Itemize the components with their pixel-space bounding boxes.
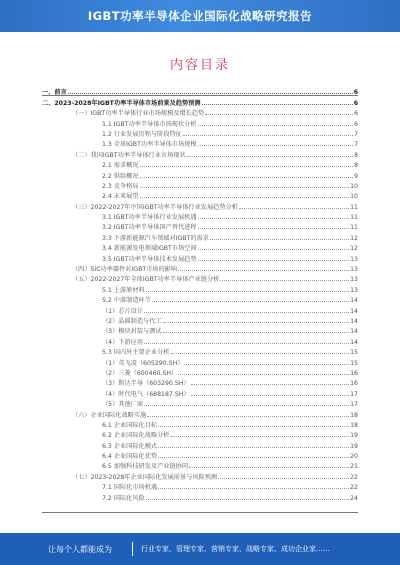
toc-leader-dots [191,395,350,396]
toc-entry-text: 2.2 供给概况 [102,172,139,180]
toc-leader-dots [140,197,350,198]
footer-brand: 让每个人都能成为 [48,544,112,554]
toc-entry-text: 二、2023-2028年IGBT功率半导体市场前景及趋势预测 [42,99,201,107]
toc-entry[interactable] [42,221,358,231]
toc-entry[interactable] [42,325,358,335]
toc-entry-text: （五）2022-2027年全球IGBT功率半导体产业链分析 [72,276,220,284]
toc-page-number: 14 [350,317,358,325]
toc-leader-dots [198,260,350,261]
toc-leader-dots [184,364,349,365]
toc-entry-text: （4）下游应用 [102,338,144,346]
toc-entry[interactable] [42,107,358,117]
toc-leader-dots [198,218,350,219]
toc-leader-dots [171,353,350,354]
report-header [0,0,400,32]
toc-entry[interactable] [42,450,358,460]
toc-entry[interactable] [42,367,358,377]
toc-entry-text: 5.3 国内外主要企业分析 [102,349,170,357]
toc-leader-dots [171,436,350,437]
toc-entry-text: 3.1 IGBT功率半导体行业发展机遇 [102,214,197,222]
toc-leader-dots [210,239,349,240]
toc-entry-text: （1）英飞凌（605290.SH） [102,359,184,367]
toc-leader-dots [198,125,354,126]
toc-entry-text: 6.1 企业国际化目标 [102,421,158,429]
toc-page-number: 22 [350,484,358,492]
toc-leader-dots [158,457,349,458]
toc-page-number: 14 [350,297,358,305]
toc-page-number: 10 [350,193,358,201]
footer-banner [0,533,400,565]
toc-leader-dots [202,104,353,105]
toc-page-number: 14 [350,338,358,346]
toc-entry[interactable] [42,159,358,169]
toc-page-number: 20 [350,453,358,461]
toc-page-number: 7 [354,141,358,149]
toc-leader-dots [189,467,349,468]
footer-slogan: 行业专家、管理专家、营销专家、战略专家、成功企业家…… [141,545,330,553]
toc-bottom-rule [42,512,358,513]
toc-entry[interactable] [42,148,358,158]
toc-page-number: 11 [350,203,358,211]
toc-entry-text: （三）2022-2027年中国IGBT功率半导体行业发展趋势分析 [72,203,238,211]
toc-leader-dots [163,332,350,333]
toc-leader-dots [178,270,349,271]
toc-page-number: 17 [350,390,358,398]
toc-page-number: 8 [354,151,358,159]
toc-entry[interactable] [42,190,358,200]
toc-entry-text: （5）其他厂商 [102,401,144,409]
toc-page-number: 12 [350,245,358,253]
toc-leader-dots [191,384,350,385]
toc-entry[interactable] [42,211,358,221]
toc-page-number: 13 [350,266,358,274]
toc-leader-dots [68,93,353,94]
toc-entry[interactable] [42,128,358,138]
toc-page-number: 19 [350,432,358,440]
toc-entry[interactable] [42,273,358,283]
toc-entry-text: （4）时代电气（688187.SH） [102,390,190,398]
toc-leader-dots [158,426,349,427]
toc-entry-text: 3.2 IGBT功率半导体国产替代进程 [102,224,197,232]
toc-entry-text: 6.2 企业国际化战略分析 [102,432,170,440]
toc-leader-dots [158,447,349,448]
toc-entry[interactable] [42,252,358,262]
toc-entry-text: 1.3 全球IGBT功率半导体市场规模 [102,141,197,149]
toc-page-number: 14 [350,328,358,336]
toc-entry[interactable] [42,439,358,449]
toc-entry-text: 3.4 新能源发电领域IGBT市场空间 [102,245,197,253]
toc-leader-dots [163,322,350,323]
toc-entry[interactable] [42,242,358,252]
toc-entry[interactable] [42,356,358,366]
toc-entry-text: 7.2 国际化风险 [102,494,145,502]
toc-entry[interactable] [42,200,358,210]
toc-entry-text: （3）斯达半导（603290.SH） [102,380,190,388]
toc-page-number: 6 [353,89,358,97]
toc-leader-dots [140,177,354,178]
report-title: IGBT功率半导体企业国际化战略研究报告 [87,9,313,23]
toc-leader-dots [220,280,349,281]
toc-entry-text: 2.4 未来展望 [102,193,139,201]
toc-entry-text: （一）IGBT功率半导体行业市场规模及增长趋势 [72,110,205,118]
toc-page-number: 11 [350,224,358,232]
toc-leader-dots [198,228,350,229]
toc-entry[interactable] [42,470,358,480]
toc-entry[interactable] [42,263,358,273]
toc-leader-dots [140,187,350,188]
toc-entry-text: 2.1 需求概况 [102,162,139,170]
toc-page-number: 12 [350,234,358,242]
toc-entry-text: （二）我国IGBT功率半导体行业市场现状 [72,151,186,159]
toc-leader-dots [187,156,353,157]
toc-entry-text: 1.2 行业发展历程与阶段特征 [102,130,182,138]
toc-page-number: 13 [350,286,358,294]
toc-page-number: 9 [354,172,358,180]
toc-leader-dots [144,312,349,313]
toc-page-number: 21 [350,463,358,471]
toc-page-number: 16 [350,369,358,377]
toc-entry[interactable] [42,231,358,241]
toc-entry-text: （1）芯片设计 [102,307,144,315]
toc-page-number: 15 [350,359,358,367]
toc-entry-text: （2）三菱（600460.SH） [102,369,178,377]
toc-entry[interactable] [42,294,358,304]
toc-leader-dots [218,478,349,479]
toc-entry[interactable] [42,315,358,325]
toc-page-number: 24 [350,494,358,502]
toc-leader-dots [198,249,350,250]
toc-entry[interactable] [42,117,358,127]
toc-leader-dots [144,405,349,406]
toc-entry[interactable] [42,169,358,179]
toc-entry-text: 5.1 上游原材料 [102,286,145,294]
toc-entry-text: 6.3 企业国际化模式 [102,442,158,450]
toc-entry[interactable] [42,86,358,96]
toc-entry-text: （3）模块封装与测试 [102,328,162,336]
toc-page-number: 11 [350,214,358,222]
toc-entry[interactable] [42,491,358,501]
toc-entry[interactable] [42,377,358,387]
toc-page-number: 18 [350,411,358,419]
toc-entry[interactable] [42,180,358,190]
toc-page-number: 22 [350,473,358,481]
toc-entry[interactable] [42,387,358,397]
toc-entry-text: 6.5 加强科技研发及产业链协同 [102,463,189,471]
toc-entry[interactable] [42,138,358,148]
toc-entry[interactable] [42,96,358,106]
toc-entry[interactable] [42,481,358,491]
toc-leader-dots [158,488,349,489]
toc-leader-dots [144,343,349,344]
toc-leader-dots [146,499,349,500]
toc-page-number: 13 [350,255,358,263]
toc-page-number: 13 [350,276,358,284]
toc-entry[interactable] [42,283,358,293]
toc-entry[interactable] [42,304,358,314]
toc-entry[interactable] [42,408,358,418]
toc-page-number: 18 [350,421,358,429]
toc-entry-text: （四）SiC功率器件对IGBT市场的影响 [72,266,178,274]
toc-page-number: 8 [354,162,358,170]
toc-entry[interactable] [42,398,358,408]
toc-leader-dots [178,374,349,375]
toc-page-number: 6 [353,99,358,107]
toc-entry-text: 一、前言 [42,89,67,97]
toc-leader-dots [152,301,349,302]
toc-entry[interactable] [42,460,358,470]
toc-entry-text: 7.1 国际化市场机遇 [102,484,158,492]
toc-leader-dots [146,291,349,292]
table-of-contents [42,86,358,502]
toc-title: 内容目录 [169,58,230,73]
toc-entry-text: 3.5 IGBT功率半导体技术发展趋势 [102,255,197,263]
toc-entry-text: （六）企业国际化战略实施 [72,411,147,419]
toc-entry[interactable] [42,419,358,429]
toc-page-number: 17 [350,401,358,409]
toc-page-number: 16 [350,380,358,388]
toc-page-number: 6 [354,120,358,128]
toc-page-number: 6 [354,110,358,118]
toc-page-number: 14 [350,307,358,315]
toc-page-number: 15 [350,349,358,357]
toc-entry[interactable] [42,346,358,356]
toc-entry-text: 2.3 竞争格局 [102,182,139,190]
toc-leader-dots [198,145,354,146]
toc-entry-text: 1.1 IGBT功率半导体市场现状分析 [102,120,197,128]
toc-entry-text: （七）2023-2028年企业国际化发展前景与风险预测 [72,473,218,481]
toc-leader-dots [183,135,353,136]
toc-entry[interactable] [42,429,358,439]
toc-leader-dots [147,416,349,417]
toc-page-number: 10 [350,182,358,190]
toc-entry-text: 3.3 下游新能源汽车领域对IGBT的需求 [102,234,209,242]
toc-entry-text: 6.4 企业国际化优势 [102,453,158,461]
toc-entry-text: （2）晶圆制造与代工 [102,317,162,325]
toc-page-number: 7 [354,130,358,138]
toc-leader-dots [239,208,349,209]
toc-entry-text: 5.2 中游制造环节 [102,297,151,305]
toc-leader-dots [205,114,353,115]
footer-separator [132,542,133,556]
toc-entry[interactable] [42,335,358,345]
toc-leader-dots [140,166,354,167]
toc-page-number: 19 [350,442,358,450]
